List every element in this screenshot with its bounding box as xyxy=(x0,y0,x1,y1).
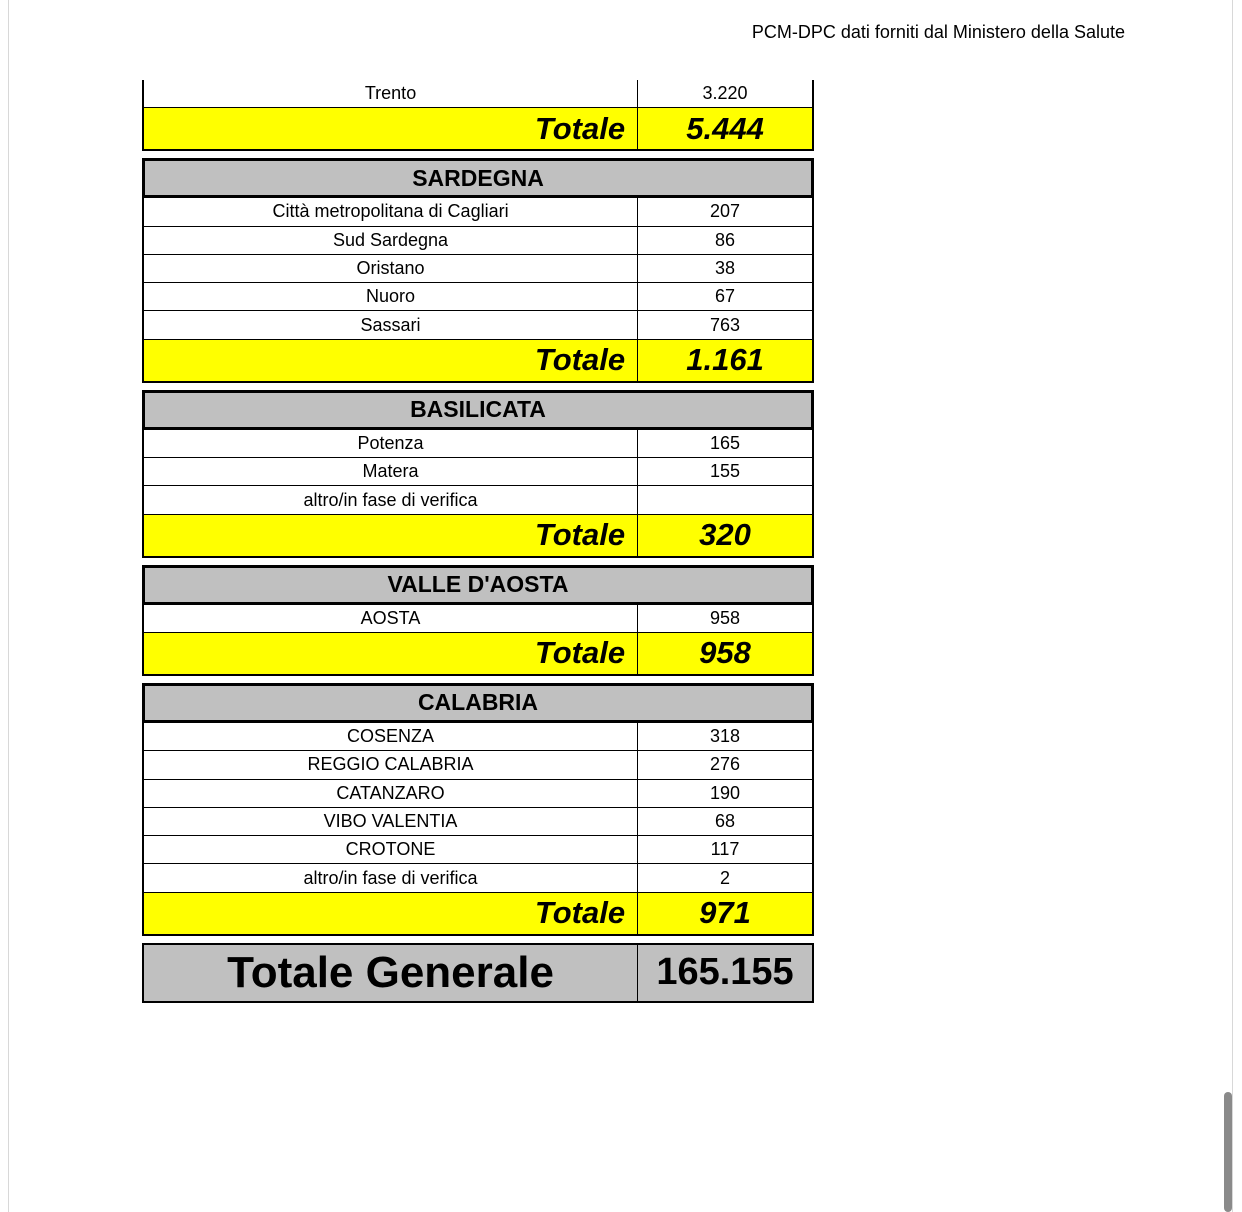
grand-total-value: 165.155 xyxy=(656,951,794,994)
grand-total-row xyxy=(142,943,814,1003)
row-label: CROTONE xyxy=(144,836,638,863)
table-row xyxy=(142,458,814,486)
table-row xyxy=(142,723,814,751)
row-value: 207 xyxy=(710,201,741,222)
table-row xyxy=(142,780,814,808)
table-row xyxy=(142,605,814,633)
row-label: Sassari xyxy=(144,311,638,338)
page-left-edge xyxy=(8,0,9,1212)
total-label: Totale xyxy=(144,515,638,556)
row-value: 68 xyxy=(715,811,736,831)
row-label: REGGIO CALABRIA xyxy=(144,751,638,778)
region-header-calabria: CALABRIA xyxy=(142,683,814,723)
row-value: 117 xyxy=(710,839,740,860)
row-value: 155 xyxy=(710,461,741,482)
total-value: 958 xyxy=(699,635,751,671)
row-label: Nuoro xyxy=(144,283,638,310)
row-label: altro/in fase di verifica xyxy=(144,486,638,513)
total-label: Totale xyxy=(144,633,638,674)
row-label: COSENZA xyxy=(144,723,638,750)
total-row xyxy=(142,515,814,558)
table-row xyxy=(142,255,814,283)
table-row xyxy=(142,430,814,458)
source-note: PCM-DPC dati forniti dal Ministero della Salute xyxy=(751,22,1125,42)
row-value: 38 xyxy=(715,258,736,279)
row-value: 3.220 xyxy=(702,83,748,104)
row-label: Sud Sardegna xyxy=(144,227,638,254)
table-row xyxy=(142,311,814,339)
total-value: 320 xyxy=(699,517,751,553)
region-header-valle-daosta: VALLE D'AOSTA xyxy=(142,565,814,605)
total-label: Totale xyxy=(144,893,638,934)
table-row xyxy=(142,486,814,514)
row-value: 165 xyxy=(710,432,741,453)
table-row xyxy=(142,227,814,255)
total-label: Totale xyxy=(144,340,638,381)
region-header-sardegna: SARDEGNA xyxy=(142,158,814,198)
row-value: 763 xyxy=(710,314,741,335)
scrollbar-thumb[interactable] xyxy=(1224,1092,1232,1212)
row-label: Matera xyxy=(144,458,638,485)
table-row xyxy=(142,808,814,836)
total-value: 1.161 xyxy=(686,342,764,378)
region-header-basilicata: BASILICATA xyxy=(142,390,814,430)
row-label: Città metropolitana di Cagliari xyxy=(144,198,638,225)
grand-total-label: Totale Generale xyxy=(144,945,638,1001)
page-right-edge xyxy=(1232,0,1233,1212)
row-label: CATANZARO xyxy=(144,780,638,807)
total-label: Totale xyxy=(144,108,638,149)
row-value: 318 xyxy=(710,726,741,747)
total-row xyxy=(142,633,814,676)
total-value: 971 xyxy=(699,895,751,931)
total-value: 5.444 xyxy=(686,110,764,146)
table-row xyxy=(142,751,814,779)
row-label: Oristano xyxy=(144,255,638,282)
cases-table xyxy=(142,80,814,1003)
row-value: 2 xyxy=(720,867,731,888)
row-value: 190 xyxy=(710,782,741,803)
table-row xyxy=(142,80,814,108)
row-label: altro/in fase di verifica xyxy=(144,864,638,891)
table-row xyxy=(142,283,814,311)
table-row xyxy=(142,198,814,226)
total-row xyxy=(142,893,814,936)
row-label: AOSTA xyxy=(144,605,638,632)
row-label: Potenza xyxy=(144,430,638,457)
row-value: 86 xyxy=(715,229,736,250)
row-value: 67 xyxy=(715,286,736,307)
total-row xyxy=(142,340,814,383)
table-row xyxy=(142,836,814,864)
row-label: Trento xyxy=(144,80,638,107)
row-value xyxy=(638,486,812,513)
table-row xyxy=(142,864,814,892)
row-value: 276 xyxy=(710,754,741,775)
total-row xyxy=(142,108,814,151)
row-label: VIBO VALENTIA xyxy=(144,808,638,835)
row-value: 958 xyxy=(710,607,741,628)
